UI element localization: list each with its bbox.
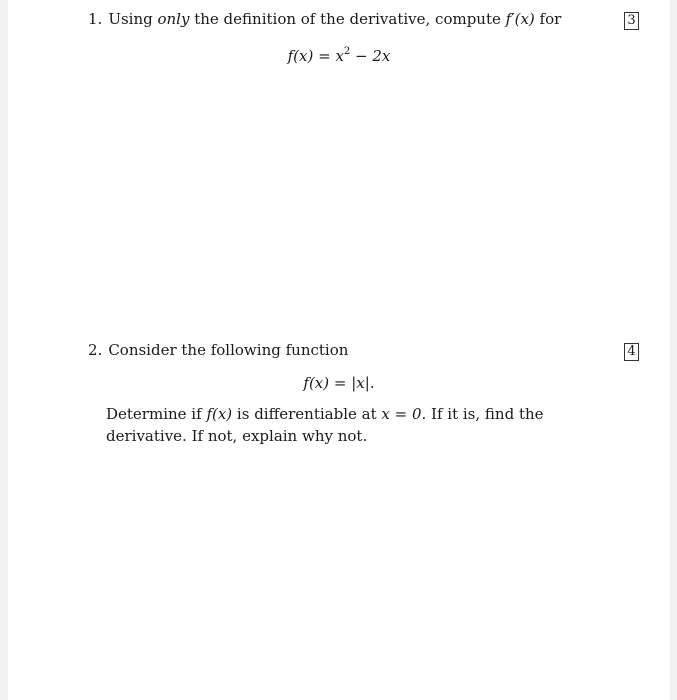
equation-1-lhs: f(x) — [287, 47, 314, 65]
equation-1-rest: − 2x — [350, 47, 391, 65]
problem-1-target-function: f′(x) — [505, 10, 535, 28]
problem-2-body-mid: is differentiable at — [232, 405, 382, 423]
equation-2-eq: = — [329, 374, 352, 392]
equation-2-end: . — [369, 374, 375, 392]
worksheet-page — [8, 0, 670, 700]
equation-2-rhs: |x| — [351, 374, 370, 392]
equation-1-eq: = — [313, 47, 336, 65]
problem-2-intro: Consider the following function — [108, 341, 349, 359]
problem-2-question — [106, 403, 606, 447]
problem-1-number: 1. — [88, 10, 103, 28]
problem-2-number: 2. — [88, 341, 103, 359]
equation-1-exponent: 2 — [343, 46, 351, 57]
problem-1-statement — [88, 8, 561, 30]
problem-2-body-pre: Determine if — [106, 405, 207, 423]
problem-2-statement — [88, 339, 348, 361]
problem-1-equation — [8, 41, 670, 67]
equation-1-base: x — [335, 47, 344, 65]
problem-2-marks-box: 4 — [624, 343, 639, 361]
problem-2-body-condition: x = 0 — [381, 405, 422, 423]
problem-1-intro-end: for — [534, 10, 562, 28]
problem-1-intro-pre: Using — [108, 10, 158, 28]
problem-2-equation — [8, 372, 670, 394]
problem-1-marks-box: 3 — [624, 12, 639, 30]
problem-2-body-function: f(x) — [206, 405, 233, 423]
problem-1-intro-post: the definition of the derivative, compute — [189, 10, 506, 28]
problem-2-body-post: . If it is, find the derivative. If not, explain why not. — [106, 405, 544, 445]
equation-2-lhs: f(x) — [303, 374, 330, 392]
problem-1-emphasis: only — [157, 10, 190, 28]
